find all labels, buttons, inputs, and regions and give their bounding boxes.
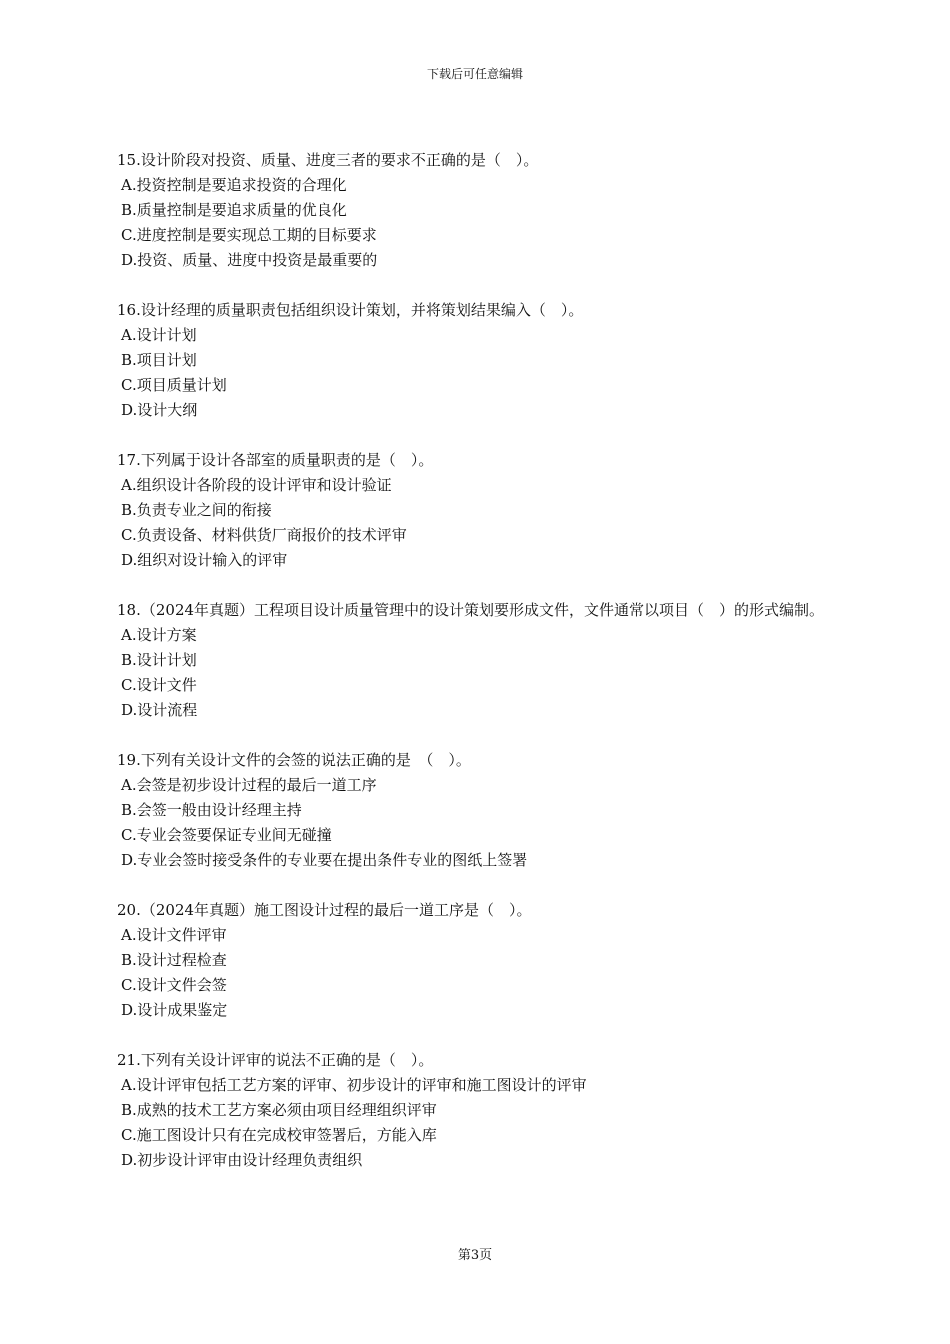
option-c: C.专业会签要保证专业间无碰撞 (121, 826, 332, 844)
option-d: D.专业会签时接受条件的专业要在提出条件专业的图纸上签署 (121, 851, 528, 869)
question-19 (117, 748, 833, 873)
page-number: 第3页 (457, 1248, 493, 1263)
option-c: C.施工图设计只有在完成校审签署后，方能入库 (121, 1126, 437, 1144)
option-a: A.设计评审包括工艺方案的评审、初步设计的评审和施工图设计的评审 (121, 1076, 587, 1094)
question-21 (117, 1048, 833, 1173)
option-a: A.设计方案 (121, 626, 197, 644)
option-b: B.质量控制是要追求质量的优良化 (121, 201, 347, 219)
question-15 (117, 148, 833, 273)
option-a: A.设计计划 (121, 326, 197, 344)
option-d: D.设计成果鉴定 (121, 1001, 228, 1019)
question-stem: 17.下列属于设计各部室的质量职责的是（ ）。 (117, 451, 434, 469)
option-a: A.设计文件评审 (121, 926, 227, 944)
option-c: C.进度控制是要实现总工期的目标要求 (121, 226, 377, 244)
question-18 (117, 598, 833, 723)
option-d: D.设计流程 (121, 701, 198, 719)
option-b: B.会签一般由设计经理主持 (121, 801, 302, 819)
question-20 (117, 898, 833, 1023)
option-d: D.投资、质量、进度中投资是最重要的 (121, 251, 378, 269)
question-16 (117, 298, 833, 423)
question-17 (117, 448, 833, 573)
option-b: B.成熟的技术工艺方案必须由项目经理组织评审 (121, 1101, 437, 1119)
option-a: A.投资控制是要追求投资的合理化 (121, 176, 347, 194)
option-c: C.设计文件 (121, 676, 197, 694)
option-a: A.会签是初步设计过程的最后一道工序 (121, 776, 377, 794)
option-d: D.组织对设计输入的评审 (121, 551, 288, 569)
question-stem: 20.（2024年真题）施工图设计过程的最后一道工序是（ ）。 (117, 901, 532, 919)
option-b: B.设计过程检查 (121, 951, 227, 969)
option-a: A.组织设计各阶段的设计评审和设计验证 (121, 476, 392, 494)
option-b: B.项目计划 (121, 351, 197, 369)
option-c: C.项目质量计划 (121, 376, 227, 394)
question-stem: 15.设计阶段对投资、质量、进度三者的要求不正确的是（ ）。 (117, 151, 539, 169)
option-d: D.初步设计评审由设计经理负责组织 (121, 1151, 363, 1169)
question-stem: 19.下列有关设计文件的会签的说法正确的是 （ ）。 (117, 751, 471, 769)
page-header: 下载后可任意编辑 (426, 67, 523, 81)
option-b: B.负责专业之间的衔接 (121, 501, 272, 519)
question-list (117, 148, 833, 1198)
option-b: B.设计计划 (121, 651, 197, 669)
option-d: D.设计大纲 (121, 401, 198, 419)
question-stem: 18.（2024年真题）工程项目设计质量管理中的设计策划要形成文件，文件通常以项目（ ）的形式编制。 (117, 601, 825, 619)
question-stem: 16.设计经理的质量职责包括组织设计策划，并将策划结果编入（ ）。 (117, 301, 584, 319)
question-stem: 21.下列有关设计评审的说法不正确的是（ ）。 (117, 1051, 434, 1069)
option-c: C.设计文件会签 (121, 976, 227, 994)
option-c: C.负责设备、材料供货厂商报价的技术评审 (121, 526, 407, 544)
